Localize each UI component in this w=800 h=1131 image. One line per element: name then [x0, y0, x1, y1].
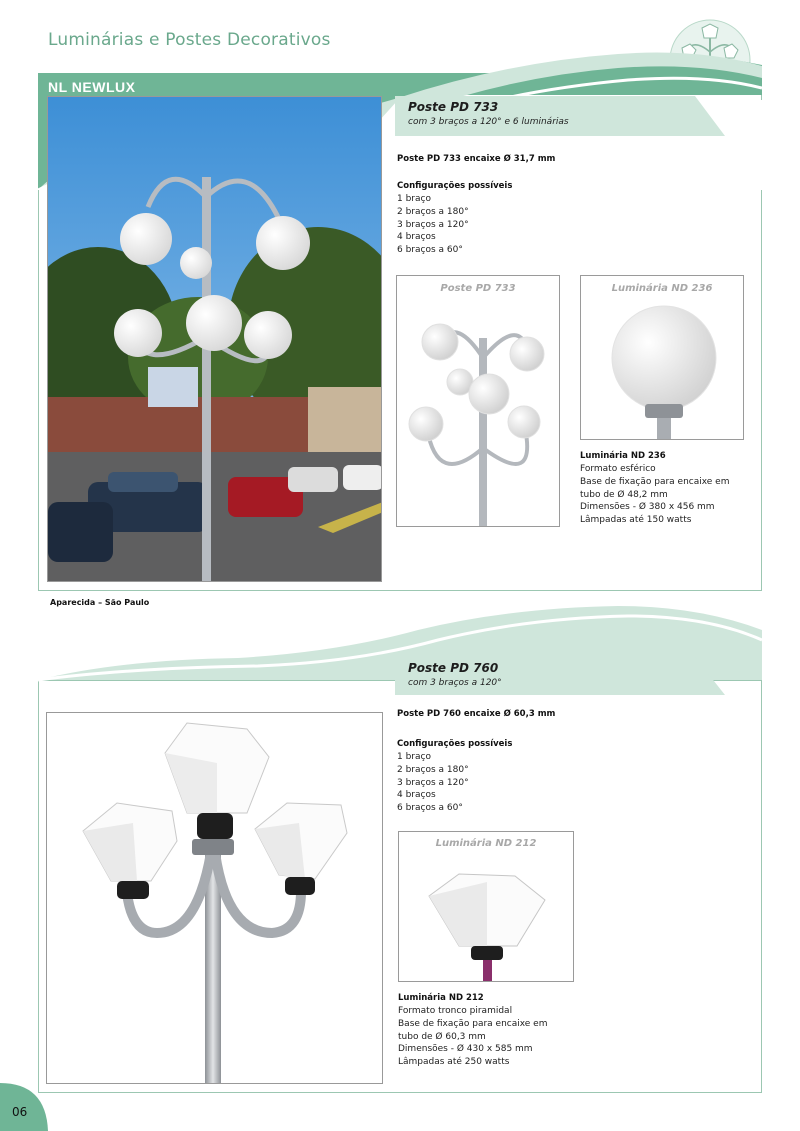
luminaire-name: Luminária ND 212	[398, 993, 484, 1003]
fitting-spec: Poste PD 760 encaixe Ø 60,3 mm	[397, 709, 556, 719]
pole-illustration	[397, 298, 559, 526]
thumb-title: Luminária ND 212	[435, 838, 537, 849]
config-item: 6 braços a 60°	[397, 803, 463, 814]
page-title: Luminárias e Postes Decorativos	[48, 30, 331, 50]
thumb-pole-pd733	[396, 275, 560, 527]
thumb-luminaria-nd212	[398, 831, 574, 982]
luminaire-name: Luminária ND 236	[580, 451, 666, 461]
thumb-luminaria-nd236	[580, 275, 744, 440]
config-item: 1 braço	[397, 194, 431, 204]
luminaire-spec: Dimensões - Ø 380 x 456 mm	[580, 502, 715, 513]
config-item: 3 braços a 120°	[397, 219, 469, 230]
product-subtitle: com 3 braços a 120°	[408, 678, 502, 688]
config-item: 4 braços	[397, 232, 436, 243]
config-heading: Configurações possíveis	[397, 181, 513, 191]
config-item: 6 braços a 60°	[397, 245, 463, 256]
product-title: Poste PD 733	[408, 100, 499, 114]
pyramid-luminaire-illustration	[399, 854, 573, 981]
sphere-luminaire-illustration	[581, 296, 743, 439]
config-list	[397, 751, 469, 815]
luminaire-spec: Dimensões - Ø 430 x 585 mm	[398, 1044, 533, 1055]
page-number: 06	[12, 1105, 28, 1119]
fitting-spec: Poste PD 733 encaixe Ø 31,7 mm	[397, 154, 556, 164]
config-list	[397, 193, 469, 257]
config-heading: Configurações possíveis	[397, 739, 513, 749]
pole-pd760-photo	[46, 712, 383, 1084]
product-subtitle: com 3 braços a 120° e 6 luminárias	[408, 117, 569, 127]
photo-caption: Aparecida – São Paulo	[50, 598, 150, 607]
config-item: 2 braços a 180°	[397, 764, 469, 775]
luminaire-spec: Lâmpadas até 250 watts	[398, 1057, 510, 1068]
street-photo	[47, 96, 382, 582]
luminaire-spec-list	[398, 1005, 548, 1069]
product-title: Poste PD 760	[408, 661, 499, 675]
config-item: 4 braços	[397, 790, 436, 801]
luminaire-spec: tubo de Ø 48,2 mm	[580, 489, 668, 500]
config-item: 2 braços a 180°	[397, 206, 469, 217]
config-item: 1 braço	[397, 752, 431, 762]
luminaire-spec: Base de fixação para encaixe em	[580, 476, 730, 487]
brand-logo: NL NEWLUX	[48, 79, 136, 95]
luminaire-spec: Base de fixação para encaixe em	[398, 1018, 548, 1029]
luminaire-spec: Formato tronco piramidal	[398, 1006, 513, 1016]
config-item: 3 braços a 120°	[397, 777, 469, 788]
luminaire-spec: Lâmpadas até 150 watts	[580, 515, 692, 526]
luminaire-spec: tubo de Ø 60,3 mm	[398, 1031, 486, 1042]
thumb-title: Poste PD 733	[440, 283, 516, 294]
thumb-title: Luminária ND 236	[611, 283, 713, 294]
luminaire-spec-list	[580, 463, 730, 527]
luminaire-spec: Formato esférico	[580, 464, 656, 474]
